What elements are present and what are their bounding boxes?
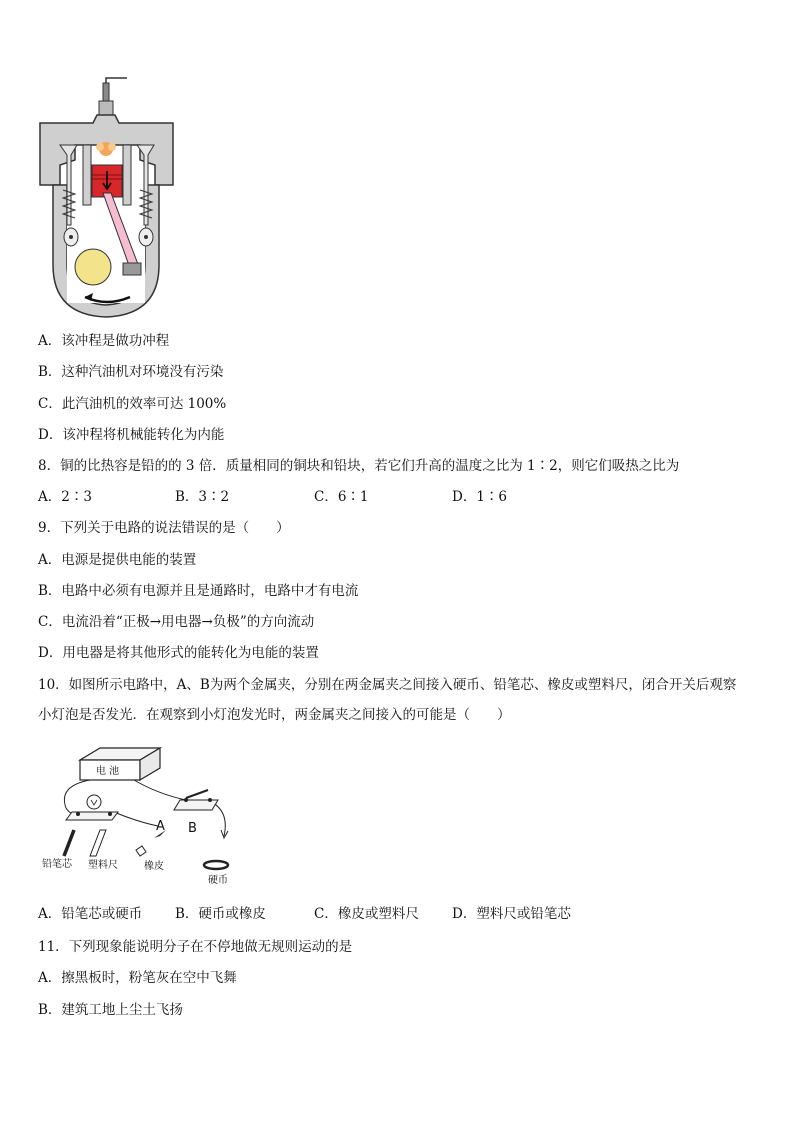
- q10-stem-line1: 10．如图所示电路中，A、B为两个金属夹，分别在两金属夹之间接入硬币、铅笔芯、橡皮或塑料尺，闭合开关后观察: [38, 677, 737, 693]
- q7-option-d: D．该冲程将机械能转化为内能: [38, 427, 225, 443]
- q7-option-c: C．此汽油机的效率可达 100%: [38, 396, 227, 412]
- eraser-label: 橡皮: [144, 861, 164, 872]
- clip-b-label: B: [188, 821, 197, 836]
- q10-option-c: C．橡皮或塑料尺: [314, 906, 419, 922]
- q10-option-b: B．硬币或橡皮: [175, 906, 266, 922]
- q8-options: [38, 488, 758, 506]
- q9-stem: 9．下列关于电路的说法错误的是（ ）: [38, 520, 290, 536]
- q9-option-b: B．电路中必须有电源并且是通路时，电路中才有电流: [38, 583, 359, 599]
- q9-option-c: C．电流沿着“正极→用电器→负极”的方向流动: [38, 614, 315, 630]
- q10-option-a: A．铅笔芯或硬币: [38, 906, 143, 922]
- q9-option-a: A．电源是提供电能的装置: [38, 552, 197, 568]
- q8-stem: 8．铜的比热容是铅的的 3 倍．质量相同的铜块和铅块，若它们升高的温度之比为 1∶2，则它们吸热之比为: [38, 458, 680, 474]
- circuit-figure: [38, 738, 248, 888]
- q11-option-b: B．建筑工地上尘土飞扬: [38, 1002, 183, 1018]
- plastic-ruler-label: 塑料尺: [88, 860, 118, 871]
- battery-label: 电 池: [96, 766, 120, 777]
- q8-option-a: A．2∶3: [38, 489, 92, 505]
- clip-a-label: A: [156, 819, 165, 834]
- q8-option-d: D．1∶6: [452, 489, 508, 505]
- q11-option-a: A．擦黑板时，粉笔灰在空中飞舞: [38, 970, 237, 986]
- q8-option-c: C．6∶1: [314, 489, 369, 505]
- q7-option-a: A．该冲程是做功冲程: [38, 333, 170, 349]
- q7-option-b: B．这种汽油机对环境没有污染: [38, 364, 224, 380]
- q10-option-d: D．塑料尺或铅笔芯: [452, 906, 571, 922]
- q10-options: [38, 905, 758, 923]
- coin-label: 硬币: [208, 875, 228, 886]
- q11-stem: 11．下列现象能说明分子在不停地做无规则运动的是: [38, 939, 353, 955]
- q10-stem-line2: 小灯泡是否发光．在观察到小灯泡发光时，两金属夹之间接入的可能是（ ）: [38, 707, 511, 723]
- engine-cylinder-figure: [35, 75, 195, 325]
- q8-option-b: B．3∶2: [175, 489, 230, 505]
- pencil-lead-label: 铅笔芯: [42, 859, 72, 870]
- q9-option-d: D．用电器是将其他形式的能转化为电能的装置: [38, 645, 319, 661]
